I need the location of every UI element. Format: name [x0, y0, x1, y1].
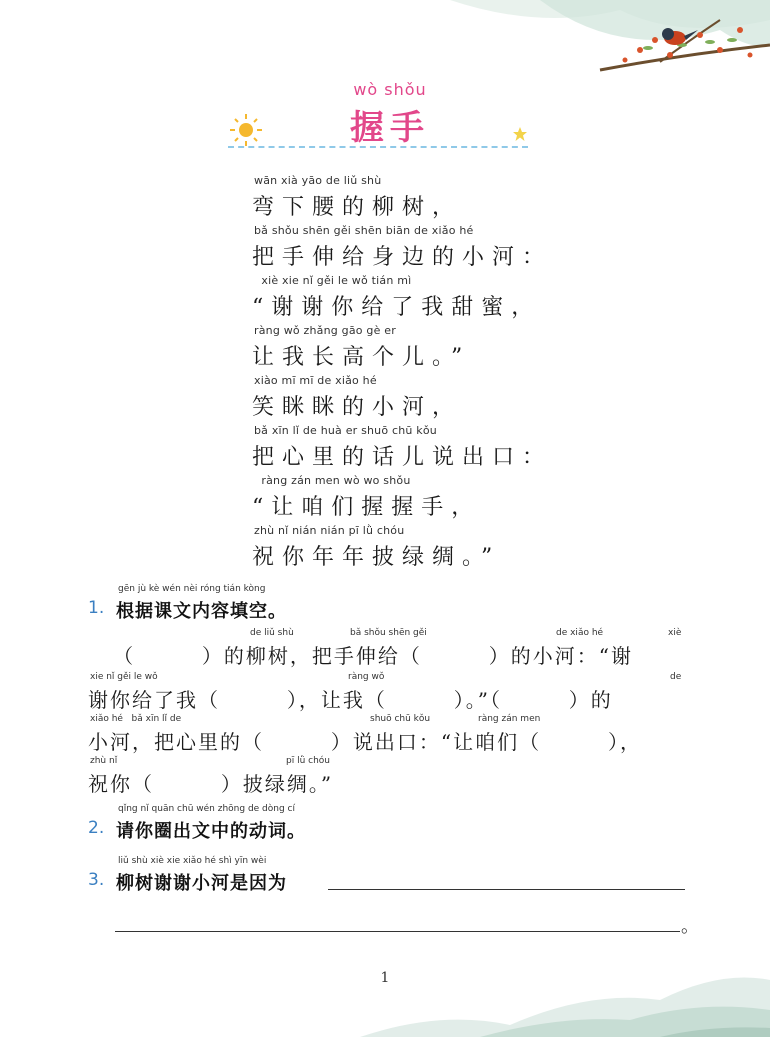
question-1-number: 1. [88, 598, 105, 618]
poem-line-pinyin: bǎ shǒu shēn gěi shēn biān de xiǎo hé [254, 224, 474, 237]
poem-line-text: 祝你年年披绿绸。” [252, 545, 501, 570]
poem-line-pinyin: xiè xie nǐ gěi le wǒ tián mì [254, 274, 412, 287]
poem-line-text: 让我长高个儿。” [252, 345, 471, 370]
question-1-text: 根据课文内容填空。 [116, 601, 287, 622]
question-2 [88, 804, 588, 844]
poem-line [252, 472, 582, 522]
question-1 [88, 584, 588, 624]
poem-line [252, 422, 582, 472]
fill-line-text: 小河，把心里的（ ）说出口：“让咱们（ ）， [88, 730, 642, 754]
fill-line-3 [88, 714, 698, 754]
fill-pinyin: xiè [668, 628, 682, 638]
fill-pinyin: xiǎo hé bǎ xīn lǐ de [90, 714, 182, 724]
fill-line-text: （ ）的柳树，把手伸给（ ）的小河：“谢 [88, 644, 634, 668]
fill-pinyin: pī lǜ chóu [286, 756, 331, 766]
fill-line-2 [88, 672, 698, 712]
question-3-number: 3. [88, 870, 105, 890]
fill-pinyin: ràng wǒ [348, 672, 385, 682]
poem-line-text: “谢谢你给了我甜蜜， [252, 295, 542, 320]
sun-icon [228, 112, 264, 148]
poem-line [252, 322, 582, 372]
poem [252, 172, 582, 572]
poem-line-pinyin: wān xià yāo de liǔ shù [254, 174, 382, 187]
fill-pinyin: de xiǎo hé [556, 628, 604, 638]
poem-line-text: 弯下腰的柳树， [252, 195, 463, 220]
fill-line-text: 谢你给了我（ ），让我（ ）。”（ ）的 [88, 688, 613, 712]
poem-line-pinyin: ràng wǒ zhǎng gāo gè er [254, 324, 396, 337]
page-number: 1 [380, 970, 390, 986]
poem-line [252, 172, 582, 222]
fill-pinyin: xie nǐ gěi le wǒ [90, 672, 158, 682]
question-2-text: 请你圈出文中的动词。 [116, 821, 306, 842]
question-3 [88, 856, 708, 896]
question-2-pinyin: qǐng nǐ quān chū wén zhōng de dòng cí [118, 804, 296, 814]
fill-pinyin: zhù nǐ [90, 756, 118, 766]
answer-line-2[interactable] [115, 931, 680, 932]
fill-pinyin: shuō chū kǒu [370, 714, 431, 724]
landscape-top-decoration [420, 0, 770, 110]
poem-line [252, 222, 582, 272]
question-3-text: 柳树谢谢小河是因为 [116, 873, 287, 894]
question-3-pinyin: liǔ shù xiè xie xiǎo hé shì yīn wèi [118, 856, 267, 866]
poem-line-text: 把手伸给身边的小河： [252, 245, 553, 270]
star-icon [512, 126, 528, 142]
fill-pinyin: de [670, 672, 682, 682]
poem-line-pinyin: ràng zán men wò wo shǒu [254, 474, 411, 487]
poem-line [252, 372, 582, 422]
poem-line-text: 把心里的话儿说出口： [252, 445, 553, 470]
fill-pinyin: ràng zán men [478, 714, 541, 724]
poem-line [252, 272, 582, 322]
answer-line-1[interactable] [328, 889, 685, 890]
poem-line-pinyin: zhù nǐ nián nián pī lǜ chóu [254, 524, 405, 537]
poem-line-text: 笑眯眯的小河， [252, 395, 463, 420]
fill-line-1 [88, 628, 698, 668]
title-pinyin: wò shǒu [353, 80, 427, 99]
question-1-pinyin: gēn jù kè wén nèi róng tián kòng [118, 584, 266, 594]
fill-line-4 [88, 756, 698, 796]
landscape-bottom-decoration [360, 930, 770, 1037]
fill-pinyin: bǎ shǒu shēn gěi [350, 628, 427, 638]
poem-line-pinyin: bǎ xīn lǐ de huà er shuō chū kǒu [254, 424, 437, 437]
page-title: 握手 [350, 108, 430, 148]
end-mark: 。 [681, 916, 699, 937]
fill-pinyin: de liǔ shù [250, 628, 294, 638]
poem-line-text: “让咱们握握手， [252, 495, 482, 520]
fill-line-text: 祝你（ ）披绿绸。” [88, 772, 334, 796]
title-divider [228, 146, 528, 148]
poem-line [252, 522, 582, 572]
poem-line-pinyin: xiào mī mī de xiǎo hé [254, 374, 377, 387]
question-2-number: 2. [88, 818, 105, 838]
